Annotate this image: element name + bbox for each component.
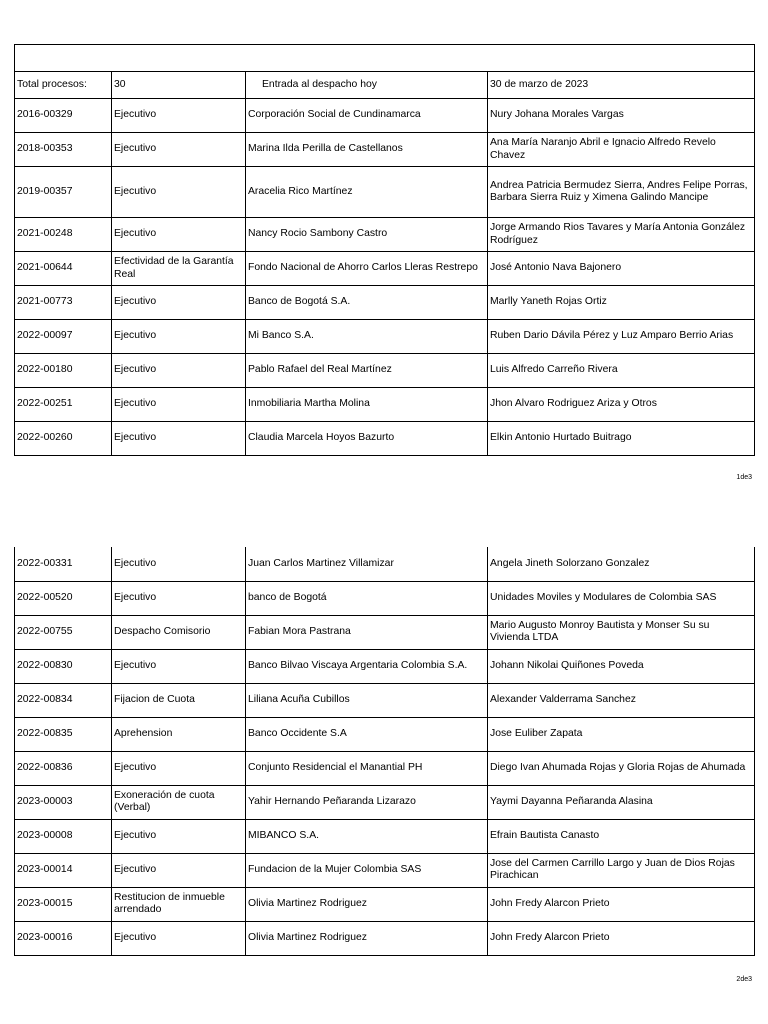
- clase-cell: Ejecutivo: [112, 133, 246, 167]
- demandante-cell: Yahir Hernando Peñaranda Lizarazo: [246, 785, 488, 819]
- table-row: [15, 218, 755, 252]
- page-2-table-block: [14, 547, 754, 956]
- radicado-cell: 2021-00644: [15, 252, 112, 286]
- clase-cell: Ejecutivo: [112, 581, 246, 615]
- radicado-cell: 2022-00251: [15, 388, 112, 422]
- radicado-cell: 2019-00357: [15, 167, 112, 218]
- demandante-cell: Fundacion de la Mujer Colombia SAS: [246, 853, 488, 887]
- demandado-cell: Jose Euliber Zapata: [488, 717, 755, 751]
- table-row: [15, 785, 755, 819]
- demandante-cell: Aracelia Rico Martínez: [246, 167, 488, 218]
- clase-cell: Ejecutivo: [112, 422, 246, 456]
- clase-cell: Ejecutivo: [112, 649, 246, 683]
- clase-cell: Ejecutivo: [112, 853, 246, 887]
- demandado-cell: John Fredy Alarcon Prieto: [488, 887, 755, 921]
- clase-cell: Ejecutivo: [112, 819, 246, 853]
- table-row: [15, 388, 755, 422]
- clase-cell: Ejecutivo: [112, 751, 246, 785]
- radicado-cell: 2022-00331: [15, 547, 112, 581]
- demandante-cell: Conjunto Residencial el Manantial PH: [246, 751, 488, 785]
- demandante-cell: Liliana Acuña Cubillos: [246, 683, 488, 717]
- radicado-cell: 2023-00014: [15, 853, 112, 887]
- demandante-cell: Inmobiliaria Martha Molina: [246, 388, 488, 422]
- clase-cell: Ejecutivo: [112, 547, 246, 581]
- table-row: [15, 252, 755, 286]
- demandado-cell: Johann Nikolai Quiñones Poveda: [488, 649, 755, 683]
- title-row: [15, 45, 755, 72]
- clase-cell: Ejecutivo: [112, 286, 246, 320]
- radicado-cell: 2022-00755: [15, 615, 112, 649]
- clase-cell: Fijacion de Cuota: [112, 683, 246, 717]
- clase-cell: Ejecutivo: [112, 218, 246, 252]
- demandante-cell: Corporación Social de Cundinamarca: [246, 99, 488, 133]
- demandado-cell: Jorge Armando Rios Tavares y María Antonia González Rodríguez: [488, 218, 755, 252]
- page-number-1: 1de3: [736, 474, 752, 481]
- clase-cell: Restitucion de inmueble arrendado: [112, 887, 246, 921]
- demandado-cell: John Fredy Alarcon Prieto: [488, 921, 755, 955]
- radicado-cell: 2016-00329: [15, 99, 112, 133]
- process-table-page-2: [14, 547, 755, 956]
- summary-row: [15, 72, 755, 99]
- demandante-cell: Pablo Rafael del Real Martínez: [246, 354, 488, 388]
- page-1-table-block: [14, 44, 754, 456]
- demandante-cell: Banco de Bogotá S.A.: [246, 286, 488, 320]
- table-row: [15, 717, 755, 751]
- demandante-cell: Claudia Marcela Hoyos Bazurto: [246, 422, 488, 456]
- demandado-cell: Mario Augusto Monroy Bautista y Monser Su su Vivienda LTDA: [488, 615, 755, 649]
- table-row: [15, 887, 755, 921]
- demandante-cell: Mi Banco S.A.: [246, 320, 488, 354]
- table-row: [15, 547, 755, 581]
- radicado-cell: 2022-00520: [15, 581, 112, 615]
- radicado-cell: 2021-00773: [15, 286, 112, 320]
- demandado-cell: Elkin Antonio Hurtado Buitrago: [488, 422, 755, 456]
- rows-page-2: [15, 547, 755, 955]
- demandado-cell: Jose del Carmen Carrillo Largo y Juan de Dios Rojas Pirachican: [488, 853, 755, 887]
- demandante-cell: Banco Bilvao Viscaya Argentaria Colombia S.A.: [246, 649, 488, 683]
- demandante-cell: Nancy Rocio Sambony Castro: [246, 218, 488, 252]
- table-row: [15, 751, 755, 785]
- demandado-cell: Angela Jineth Solorzano Gonzalez: [488, 547, 755, 581]
- clase-cell: Efectividad de la Garantía Real: [112, 252, 246, 286]
- clase-cell: Aprehension: [112, 717, 246, 751]
- table-row: [15, 853, 755, 887]
- radicado-cell: 2023-00003: [15, 785, 112, 819]
- clase-cell: Ejecutivo: [112, 354, 246, 388]
- table-row: [15, 819, 755, 853]
- table-row: [15, 99, 755, 133]
- demandado-cell: Yaymi Dayanna Peñaranda Alasina: [488, 785, 755, 819]
- radicado-cell: 2018-00353: [15, 133, 112, 167]
- table-row: [15, 921, 755, 955]
- clase-cell: Ejecutivo: [112, 99, 246, 133]
- demandado-cell: Ruben Dario Dávila Pérez y Luz Amparo Berrio Arias: [488, 320, 755, 354]
- table-row: [15, 649, 755, 683]
- blank-title-cell: [15, 45, 755, 72]
- clase-cell: Exoneración de cuota (Verbal): [112, 785, 246, 819]
- radicado-cell: 2023-00015: [15, 887, 112, 921]
- demandado-cell: Luis Alfredo Carreño Rivera: [488, 354, 755, 388]
- demandado-cell: Andrea Patricia Bermudez Sierra, Andres Felipe Porras, Barbara Sierra Ruiz y Ximena Galindo Mancipe: [488, 167, 755, 218]
- demandado-cell: Unidades Moviles y Modulares de Colombia SAS: [488, 581, 755, 615]
- page-number-2: 2de3: [736, 976, 752, 983]
- rows-page-1: [15, 99, 755, 456]
- demandante-cell: Marina Ilda Perilla de Castellanos: [246, 133, 488, 167]
- table-row: [15, 133, 755, 167]
- table-row: [15, 422, 755, 456]
- radicado-cell: 2022-00830: [15, 649, 112, 683]
- radicado-cell: 2022-00835: [15, 717, 112, 751]
- table-row: [15, 683, 755, 717]
- radicado-cell: 2022-00180: [15, 354, 112, 388]
- table-row: [15, 320, 755, 354]
- entry-date: 30 de marzo de 2023: [488, 72, 755, 99]
- total-value: 30: [112, 72, 246, 99]
- demandante-cell: Fabian Mora Pastrana: [246, 615, 488, 649]
- demandado-cell: Ana María Naranjo Abril e Ignacio Alfredo Revelo Chavez: [488, 133, 755, 167]
- process-table-page-1: [14, 44, 755, 456]
- demandante-cell: banco de Bogotá: [246, 581, 488, 615]
- clase-cell: Ejecutivo: [112, 167, 246, 218]
- demandado-cell: Alexander Valderrama Sanchez: [488, 683, 755, 717]
- clase-cell: Despacho Comisorio: [112, 615, 246, 649]
- demandante-cell: MIBANCO S.A.: [246, 819, 488, 853]
- table-row: [15, 581, 755, 615]
- radicado-cell: 2023-00016: [15, 921, 112, 955]
- demandado-cell: Efrain Bautista Canasto: [488, 819, 755, 853]
- clase-cell: Ejecutivo: [112, 921, 246, 955]
- demandante-cell: Olivia Martinez Rodriguez: [246, 921, 488, 955]
- table-row: [15, 286, 755, 320]
- demandante-cell: Juan Carlos Martinez Villamizar: [246, 547, 488, 581]
- clase-cell: Ejecutivo: [112, 388, 246, 422]
- radicado-cell: 2023-00008: [15, 819, 112, 853]
- clase-cell: Ejecutivo: [112, 320, 246, 354]
- table-row: [15, 615, 755, 649]
- radicado-cell: 2022-00097: [15, 320, 112, 354]
- demandante-cell: Olivia Martinez Rodriguez: [246, 887, 488, 921]
- demandado-cell: Nury Johana Morales Vargas: [488, 99, 755, 133]
- radicado-cell: 2021-00248: [15, 218, 112, 252]
- entry-label: Entrada al despacho hoy: [246, 72, 488, 99]
- demandado-cell: Jhon Alvaro Rodriguez Ariza y Otros: [488, 388, 755, 422]
- radicado-cell: 2022-00834: [15, 683, 112, 717]
- table-row: [15, 354, 755, 388]
- demandado-cell: José Antonio Nava Bajonero: [488, 252, 755, 286]
- demandante-cell: Fondo Nacional de Ahorro Carlos Lleras Restrepo: [246, 252, 488, 286]
- demandado-cell: Marlly Yaneth Rojas Ortiz: [488, 286, 755, 320]
- demandante-cell: Banco Occidente S.A: [246, 717, 488, 751]
- total-label: Total procesos:: [15, 72, 112, 99]
- demandado-cell: Diego Ivan Ahumada Rojas y Gloria Rojas de Ahumada: [488, 751, 755, 785]
- table-row: [15, 167, 755, 218]
- radicado-cell: 2022-00836: [15, 751, 112, 785]
- radicado-cell: 2022-00260: [15, 422, 112, 456]
